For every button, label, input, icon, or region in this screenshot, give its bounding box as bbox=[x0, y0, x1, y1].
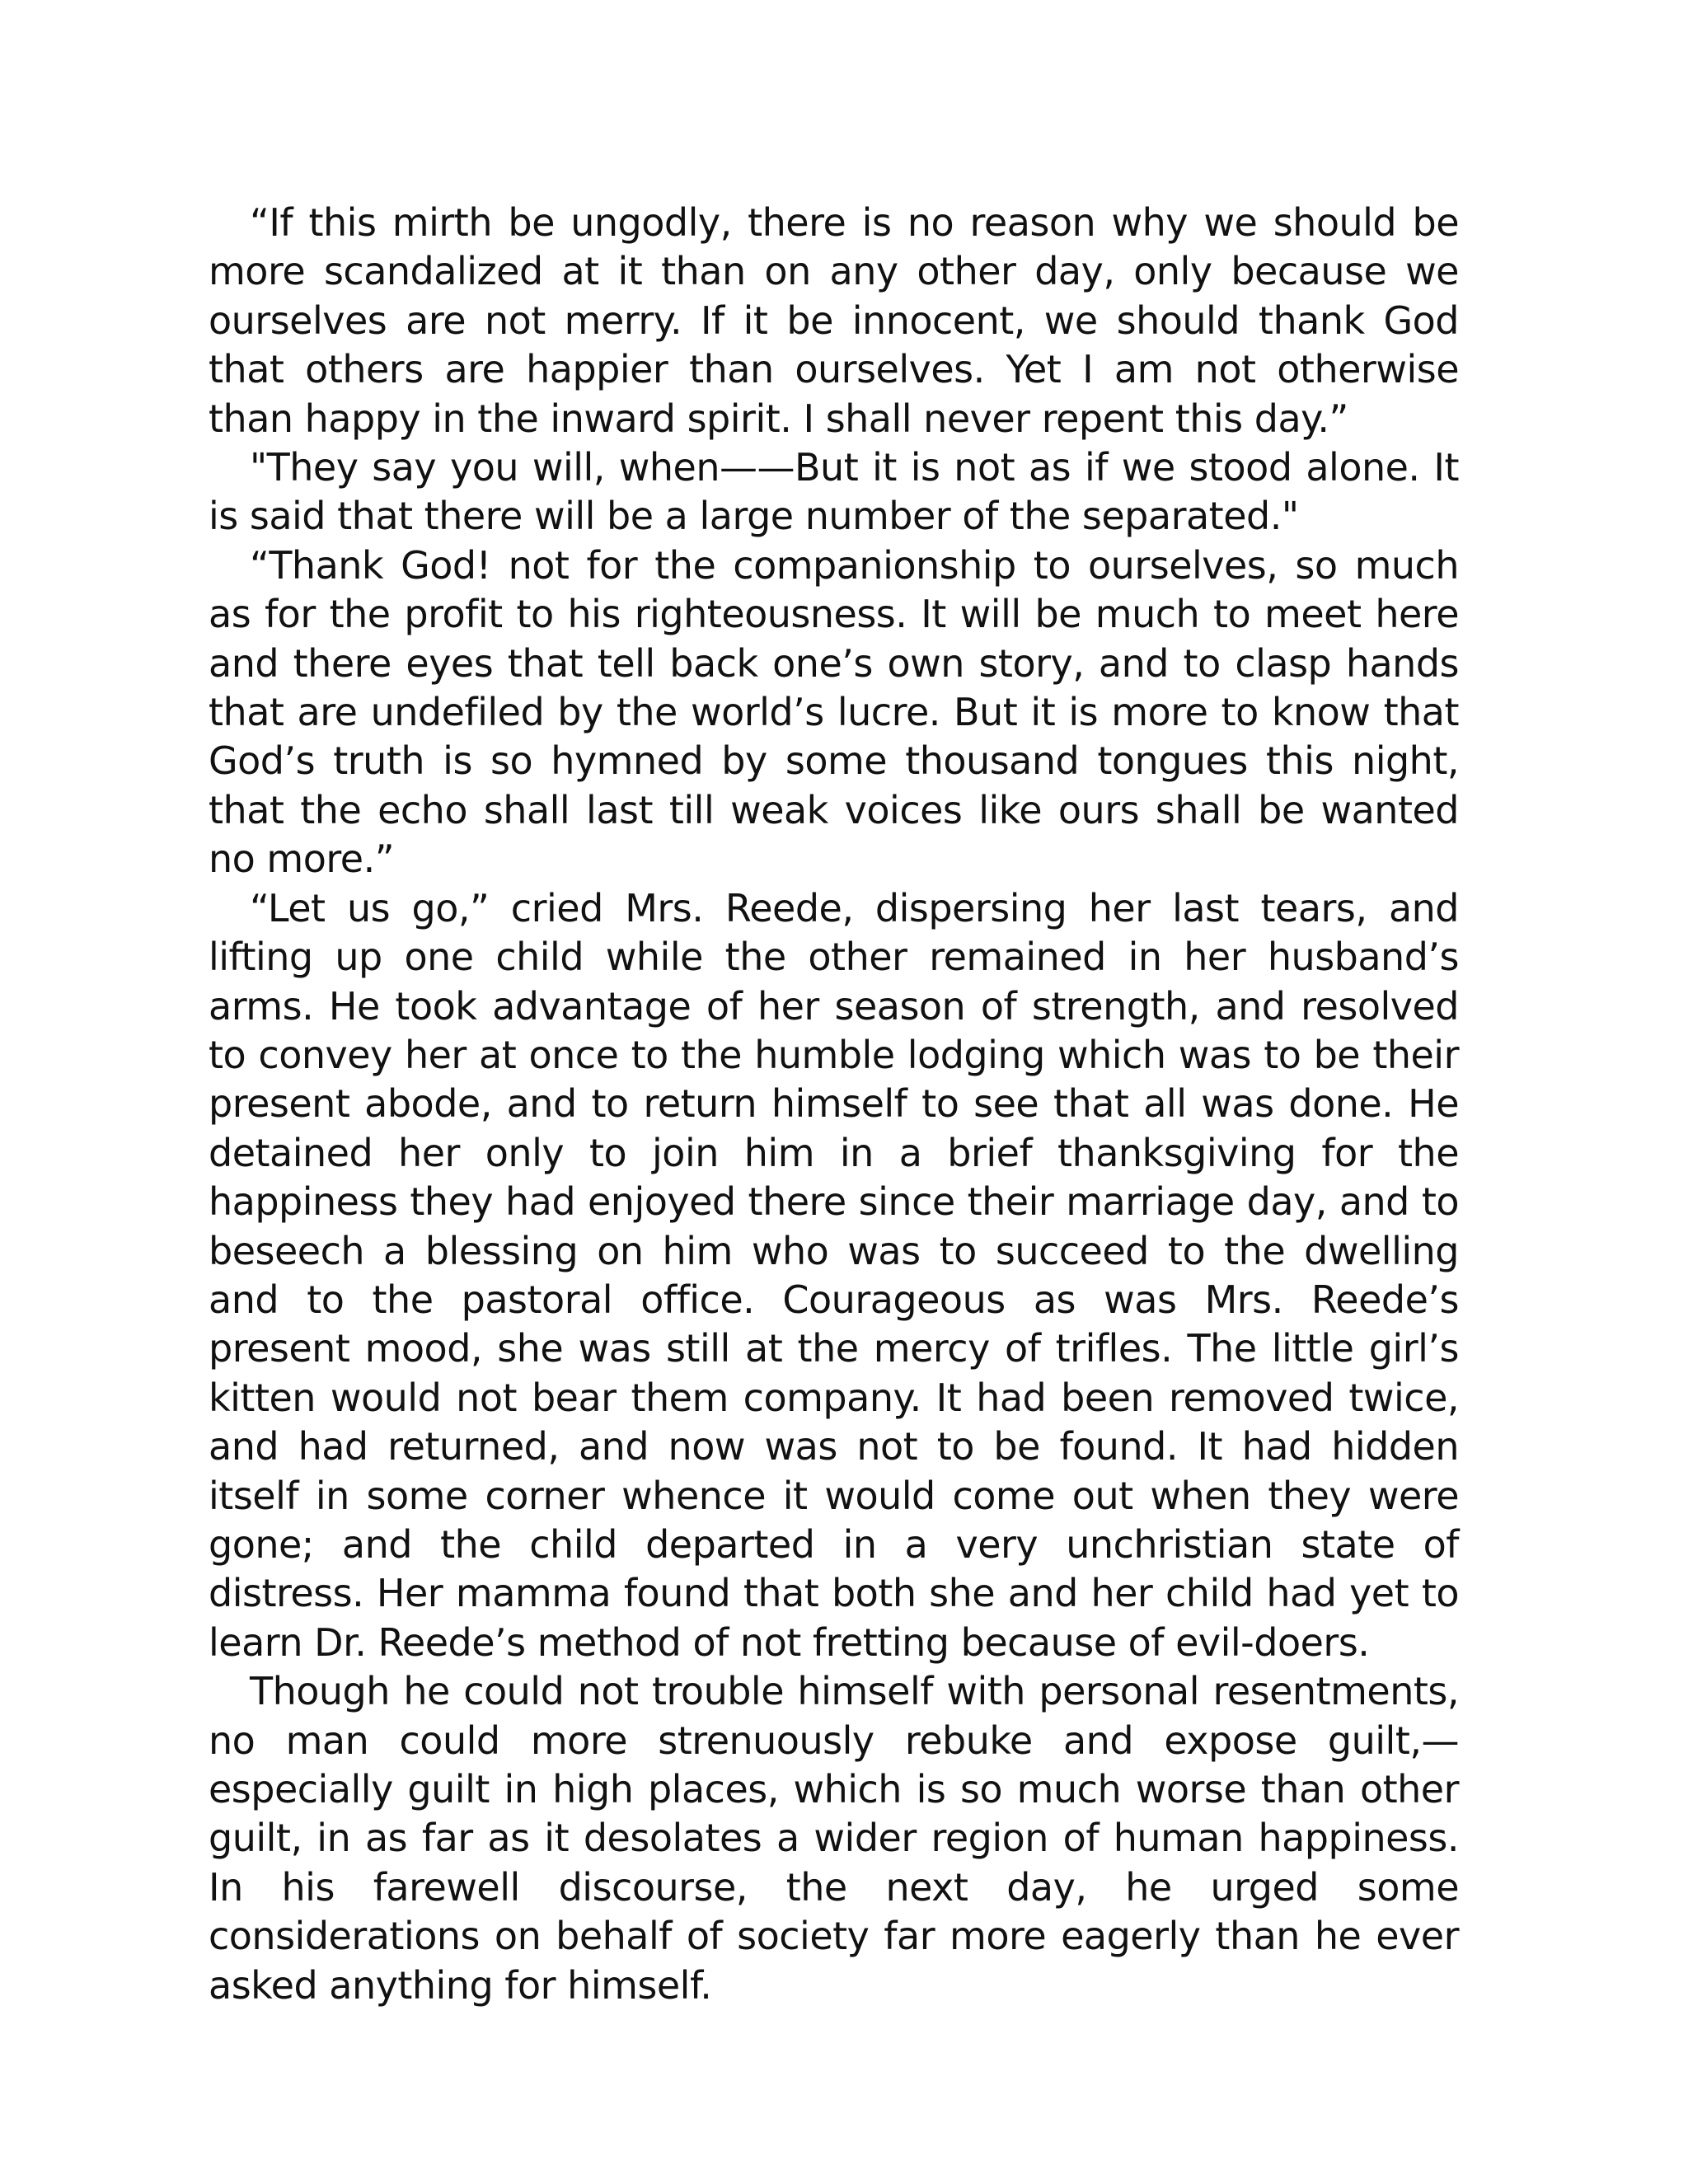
paragraph-4: “Let us go,” cried Mrs. Reede, dispersing her last tears, and lifting up one child while the other remained in her husband’s arms. He took advantage of her season of strength, and resolved to convey her at once to the humble lodging which was to be their present abode, and to return himself to see that all was done. He detained her only to join him in a brief thanksgiving for the happiness they had enjoyed there since their marriage day, and to beseech a blessing on him who was to succeed to the dwelling and to the pastoral office. Courageous as was Mrs. Reede’s present mood, she was still at the mercy of trifles. The little girl’s kitten would not bear them company. It had been removed twice, and had returned, and now was not to be found. It had hidden itself in some corner whence it would come out when they were gone; and the child departed in a very unchristian state of distress. Her mamma found that both she and her child had yet to learn Dr. Reede’s method of not fretting because of evil-doers. bbox=[209, 885, 1459, 1665]
paragraph-3: “Thank God! not for the companionship to ourselves, so much as for the profit to his righteousness. It will be much to meet here and there eyes that tell back one’s own story, and to clasp hands that are undefiled by the world’s lucre. But it is more to know that God’s truth is so hymned by some thousand tongues this night, that the echo shall last till weak voices like ours shall be wanted no more.” bbox=[209, 542, 1459, 882]
paragraph-1: “If this mirth be ungodly, there is no reason why we should be more scandalized at it than on any other day, only because we ourselves are not merry. If it be innocent, we should thank God that others are happier than ourselves. Yet I am not otherwise than happy in the inward spirit. I shall never repent this day.” bbox=[209, 200, 1459, 441]
paragraph-2: "They say you will, when——But it is not as if we stood alone. It is said that there will be a large number of the separated." bbox=[209, 445, 1459, 539]
body-text bbox=[209, 199, 1459, 2010]
paragraph-5: Though he could not trouble himself with personal resentments, no man could more strenuously rebuke and expose guilt,—especially guilt in high places, which is so much worse than other guilt, in as far as it desolates a wider region of human happiness. In his farewell discourse, the next day, he urged some considerations on behalf of society far more eagerly than he ever asked anything for himself. bbox=[209, 1669, 1459, 2008]
